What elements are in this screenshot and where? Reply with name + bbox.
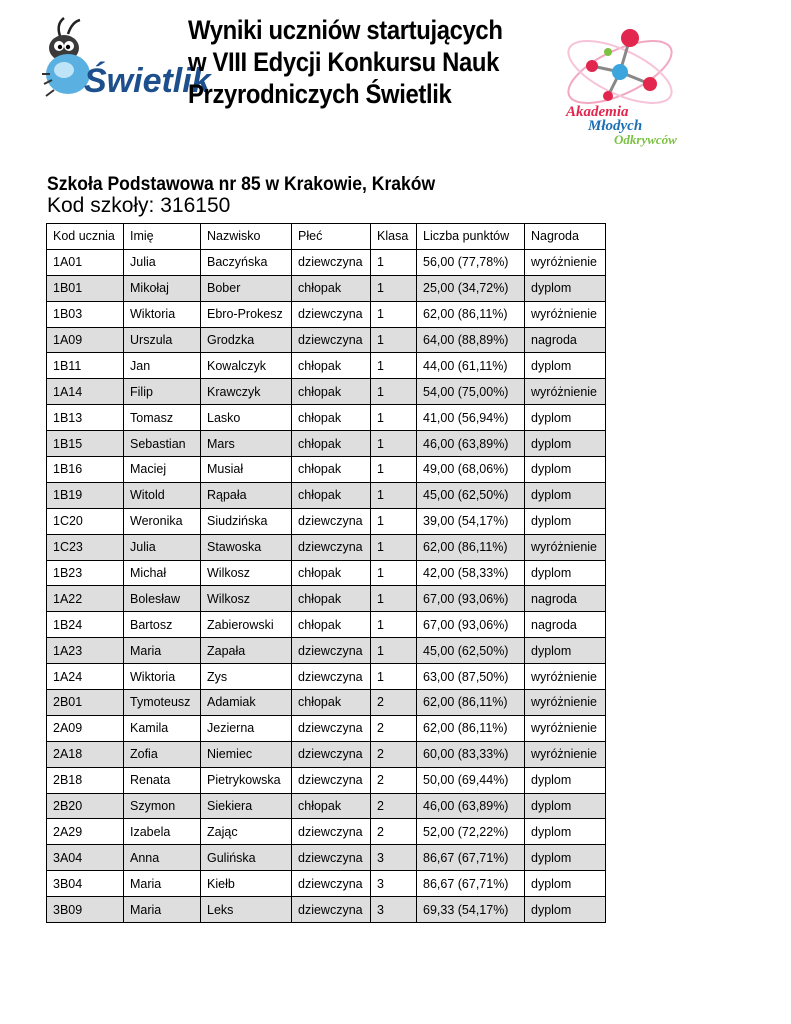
title-line-2: w VIII Edycji Konkursu Nauk (188, 47, 500, 77)
cell-class: 1 (371, 301, 417, 327)
cell-gender: chłopak (292, 586, 371, 612)
cell-gender: chłopak (292, 793, 371, 819)
cell-first-name: Julia (124, 534, 201, 560)
cell-class: 2 (371, 767, 417, 793)
table-row (47, 819, 606, 845)
table-row (47, 301, 606, 327)
cell-student-code: 1B15 (47, 431, 124, 457)
cell-points: 54,00 (75,00%) (417, 379, 525, 405)
cell-first-name: Filip (124, 379, 201, 405)
table-row (47, 431, 606, 457)
cell-points: 67,00 (93,06%) (417, 586, 525, 612)
cell-award: wyróżnienie (525, 690, 606, 716)
cell-award: dyplom (525, 793, 606, 819)
cell-last-name: Zapała (201, 638, 292, 664)
cell-gender: dziewczyna (292, 638, 371, 664)
school-code-value: 316150 (160, 194, 231, 217)
cell-points: 50,00 (69,44%) (417, 767, 525, 793)
cell-first-name: Anna (124, 845, 201, 871)
cell-student-code: 1B03 (47, 301, 124, 327)
cell-class: 2 (371, 715, 417, 741)
cell-student-code: 2B20 (47, 793, 124, 819)
results-table (46, 223, 606, 923)
cell-award: dyplom (525, 871, 606, 897)
school-code (47, 194, 230, 218)
cell-gender: chłopak (292, 353, 371, 379)
cell-first-name: Weronika (124, 508, 201, 534)
cell-class: 1 (371, 638, 417, 664)
cell-points: 67,00 (93,06%) (417, 612, 525, 638)
cell-last-name: Wilkosz (201, 586, 292, 612)
cell-award: dyplom (525, 405, 606, 431)
cell-gender: dziewczyna (292, 664, 371, 690)
cell-award: dyplom (525, 457, 606, 483)
table-row (47, 741, 606, 767)
table-row (47, 482, 606, 508)
cell-gender: dziewczyna (292, 534, 371, 560)
cell-award: nagroda (525, 586, 606, 612)
table-row (47, 664, 606, 690)
cell-points: 64,00 (88,89%) (417, 327, 525, 353)
cell-last-name: Zys (201, 664, 292, 690)
cell-student-code: 1A09 (47, 327, 124, 353)
header-first-name: Imię (124, 224, 201, 250)
cell-points: 62,00 (86,11%) (417, 301, 525, 327)
cell-points: 49,00 (68,06%) (417, 457, 525, 483)
cell-points: 46,00 (63,89%) (417, 793, 525, 819)
cell-class: 1 (371, 482, 417, 508)
akademia-logo (558, 12, 688, 152)
cell-gender: chłopak (292, 560, 371, 586)
cell-first-name: Bolesław (124, 586, 201, 612)
table-row (47, 249, 606, 275)
table-row (47, 897, 606, 923)
cell-student-code: 3A04 (47, 845, 124, 871)
cell-award: dyplom (525, 353, 606, 379)
cell-class: 1 (371, 249, 417, 275)
swietlik-logo-text: Świetlik (84, 62, 211, 100)
cell-student-code: 2A29 (47, 819, 124, 845)
cell-gender: chłopak (292, 690, 371, 716)
cell-gender: dziewczyna (292, 845, 371, 871)
table-row (47, 767, 606, 793)
cell-last-name: Kowalczyk (201, 353, 292, 379)
cell-award: dyplom (525, 275, 606, 301)
cell-points: 86,67 (67,71%) (417, 871, 525, 897)
cell-first-name: Renata (124, 767, 201, 793)
cell-first-name: Tymoteusz (124, 690, 201, 716)
cell-last-name: Gulińska (201, 845, 292, 871)
cell-points: 62,00 (86,11%) (417, 690, 525, 716)
cell-last-name: Siudzińska (201, 508, 292, 534)
cell-student-code: 1A24 (47, 664, 124, 690)
cell-gender: dziewczyna (292, 301, 371, 327)
cell-gender: dziewczyna (292, 819, 371, 845)
table-row (47, 275, 606, 301)
cell-last-name: Jezierna (201, 715, 292, 741)
cell-class: 1 (371, 353, 417, 379)
swietlik-logo (42, 14, 211, 106)
cell-first-name: Kamila (124, 715, 201, 741)
cell-last-name: Bober (201, 275, 292, 301)
cell-points: 41,00 (56,94%) (417, 405, 525, 431)
cell-award: nagroda (525, 612, 606, 638)
cell-award: dyplom (525, 560, 606, 586)
cell-last-name: Pietrykowska (201, 767, 292, 793)
cell-points: 69,33 (54,17%) (417, 897, 525, 923)
cell-first-name: Maria (124, 871, 201, 897)
cell-class: 1 (371, 327, 417, 353)
table-row (47, 612, 606, 638)
cell-class: 2 (371, 793, 417, 819)
cell-points: 39,00 (54,17%) (417, 508, 525, 534)
cell-first-name: Tomasz (124, 405, 201, 431)
cell-student-code: 1B16 (47, 457, 124, 483)
cell-first-name: Mikołaj (124, 275, 201, 301)
cell-student-code: 1A22 (47, 586, 124, 612)
cell-class: 1 (371, 560, 417, 586)
cell-gender: dziewczyna (292, 715, 371, 741)
cell-student-code: 1B19 (47, 482, 124, 508)
cell-points: 45,00 (62,50%) (417, 638, 525, 664)
cell-award: wyróżnienie (525, 301, 606, 327)
cell-first-name: Maria (124, 638, 201, 664)
cell-points: 62,00 (86,11%) (417, 715, 525, 741)
cell-student-code: 1A01 (47, 249, 124, 275)
cell-gender: dziewczyna (292, 508, 371, 534)
header-class: Klasa (371, 224, 417, 250)
cell-class: 3 (371, 845, 417, 871)
cell-gender: chłopak (292, 431, 371, 457)
cell-points: 56,00 (77,78%) (417, 249, 525, 275)
table-row (47, 715, 606, 741)
cell-last-name: Kiełb (201, 871, 292, 897)
cell-last-name: Musiał (201, 457, 292, 483)
cell-award: dyplom (525, 508, 606, 534)
header-last-name: Nazwisko (201, 224, 292, 250)
cell-gender: dziewczyna (292, 741, 371, 767)
table-row (47, 586, 606, 612)
cell-class: 1 (371, 612, 417, 638)
table-header-row (47, 224, 606, 250)
cell-last-name: Rąpała (201, 482, 292, 508)
cell-last-name: Leks (201, 897, 292, 923)
cell-class: 1 (371, 379, 417, 405)
cell-student-code: 1A14 (47, 379, 124, 405)
cell-student-code: 2B18 (47, 767, 124, 793)
cell-points: 52,00 (72,22%) (417, 819, 525, 845)
school-code-label: Kod szkoły: (47, 194, 155, 217)
cell-gender: chłopak (292, 379, 371, 405)
cell-first-name: Szymon (124, 793, 201, 819)
header-student-code: Kod ucznia (47, 224, 124, 250)
cell-gender: chłopak (292, 482, 371, 508)
cell-first-name: Urszula (124, 327, 201, 353)
cell-gender: dziewczyna (292, 327, 371, 353)
title-line-1: Wyniki uczniów startujących (188, 15, 503, 45)
cell-points: 60,00 (83,33%) (417, 741, 525, 767)
cell-points: 45,00 (62,50%) (417, 482, 525, 508)
table-row (47, 690, 606, 716)
cell-student-code: 1B24 (47, 612, 124, 638)
cell-student-code: 1B13 (47, 405, 124, 431)
cell-last-name: Adamiak (201, 690, 292, 716)
header-gender: Płeć (292, 224, 371, 250)
cell-class: 2 (371, 690, 417, 716)
cell-class: 2 (371, 819, 417, 845)
cell-award: nagroda (525, 327, 606, 353)
cell-award: wyróżnienie (525, 379, 606, 405)
cell-award: dyplom (525, 897, 606, 923)
table-row (47, 457, 606, 483)
cell-first-name: Maria (124, 897, 201, 923)
cell-student-code: 2A18 (47, 741, 124, 767)
akademia-logo-line-1: Akademia (566, 104, 629, 120)
cell-gender: chłopak (292, 612, 371, 638)
cell-gender: chłopak (292, 457, 371, 483)
header-points: Liczba punktów (417, 224, 525, 250)
cell-class: 1 (371, 275, 417, 301)
cell-student-code: 3B09 (47, 897, 124, 923)
table-row (47, 845, 606, 871)
cell-student-code: 1B01 (47, 275, 124, 301)
cell-first-name: Wiktoria (124, 664, 201, 690)
cell-class: 1 (371, 457, 417, 483)
table-row (47, 793, 606, 819)
cell-award: dyplom (525, 845, 606, 871)
cell-class: 2 (371, 741, 417, 767)
cell-last-name: Stawoska (201, 534, 292, 560)
cell-award: dyplom (525, 638, 606, 664)
cell-last-name: Krawczyk (201, 379, 292, 405)
cell-award: wyróżnienie (525, 715, 606, 741)
cell-first-name: Jan (124, 353, 201, 379)
table-row (47, 327, 606, 353)
cell-gender: dziewczyna (292, 767, 371, 793)
cell-class: 1 (371, 534, 417, 560)
cell-last-name: Ebro-Prokesz (201, 301, 292, 327)
table-row (47, 560, 606, 586)
cell-student-code: 3B04 (47, 871, 124, 897)
cell-last-name: Baczyńska (201, 249, 292, 275)
cell-first-name: Julia (124, 249, 201, 275)
cell-gender: dziewczyna (292, 871, 371, 897)
table-row (47, 534, 606, 560)
cell-last-name: Zabierowski (201, 612, 292, 638)
cell-points: 62,00 (86,11%) (417, 534, 525, 560)
cell-student-code: 1A23 (47, 638, 124, 664)
table-row (47, 871, 606, 897)
cell-class: 1 (371, 586, 417, 612)
cell-first-name: Witold (124, 482, 201, 508)
cell-class: 1 (371, 405, 417, 431)
cell-award: dyplom (525, 819, 606, 845)
cell-last-name: Zając (201, 819, 292, 845)
cell-class: 3 (371, 871, 417, 897)
cell-student-code: 2A09 (47, 715, 124, 741)
cell-points: 42,00 (58,33%) (417, 560, 525, 586)
akademia-logo-line-2: Młodych (588, 118, 643, 134)
school-name: Szkoła Podstawowa nr 85 w Krakowie, Kraków (47, 173, 436, 195)
cell-class: 3 (371, 897, 417, 923)
cell-award: dyplom (525, 767, 606, 793)
cell-points: 46,00 (63,89%) (417, 431, 525, 457)
results-body (47, 249, 606, 922)
cell-student-code: 2B01 (47, 690, 124, 716)
title-line-3: Przyrodniczych Świetlik (188, 79, 452, 109)
cell-first-name: Maciej (124, 457, 201, 483)
table-row (47, 638, 606, 664)
cell-first-name: Bartosz (124, 612, 201, 638)
cell-points: 44,00 (61,11%) (417, 353, 525, 379)
cell-gender: dziewczyna (292, 897, 371, 923)
cell-gender: chłopak (292, 275, 371, 301)
cell-award: wyróżnienie (525, 741, 606, 767)
cell-student-code: 1C20 (47, 508, 124, 534)
cell-class: 1 (371, 664, 417, 690)
cell-student-code: 1B23 (47, 560, 124, 586)
cell-award: dyplom (525, 482, 606, 508)
cell-last-name: Mars (201, 431, 292, 457)
cell-first-name: Wiktoria (124, 301, 201, 327)
cell-award: wyróżnienie (525, 664, 606, 690)
table-row (47, 508, 606, 534)
page-title (188, 14, 521, 110)
cell-last-name: Grodzka (201, 327, 292, 353)
cell-points: 63,00 (87,50%) (417, 664, 525, 690)
akademia-logo-line-3: Odkrywców (614, 132, 677, 147)
cell-first-name: Zofia (124, 741, 201, 767)
cell-last-name: Wilkosz (201, 560, 292, 586)
cell-award: dyplom (525, 431, 606, 457)
cell-student-code: 1B11 (47, 353, 124, 379)
cell-gender: chłopak (292, 405, 371, 431)
table-row (47, 353, 606, 379)
cell-first-name: Sebastian (124, 431, 201, 457)
cell-award: wyróżnienie (525, 249, 606, 275)
cell-award: wyróżnienie (525, 534, 606, 560)
table-row (47, 379, 606, 405)
cell-points: 86,67 (67,71%) (417, 845, 525, 871)
cell-last-name: Niemiec (201, 741, 292, 767)
cell-points: 25,00 (34,72%) (417, 275, 525, 301)
header-award: Nagroda (525, 224, 606, 250)
cell-last-name: Siekiera (201, 793, 292, 819)
cell-class: 1 (371, 508, 417, 534)
cell-gender: dziewczyna (292, 249, 371, 275)
cell-last-name: Lasko (201, 405, 292, 431)
cell-student-code: 1C23 (47, 534, 124, 560)
cell-first-name: Izabela (124, 819, 201, 845)
table-row (47, 405, 606, 431)
cell-class: 1 (371, 431, 417, 457)
cell-first-name: Michał (124, 560, 201, 586)
